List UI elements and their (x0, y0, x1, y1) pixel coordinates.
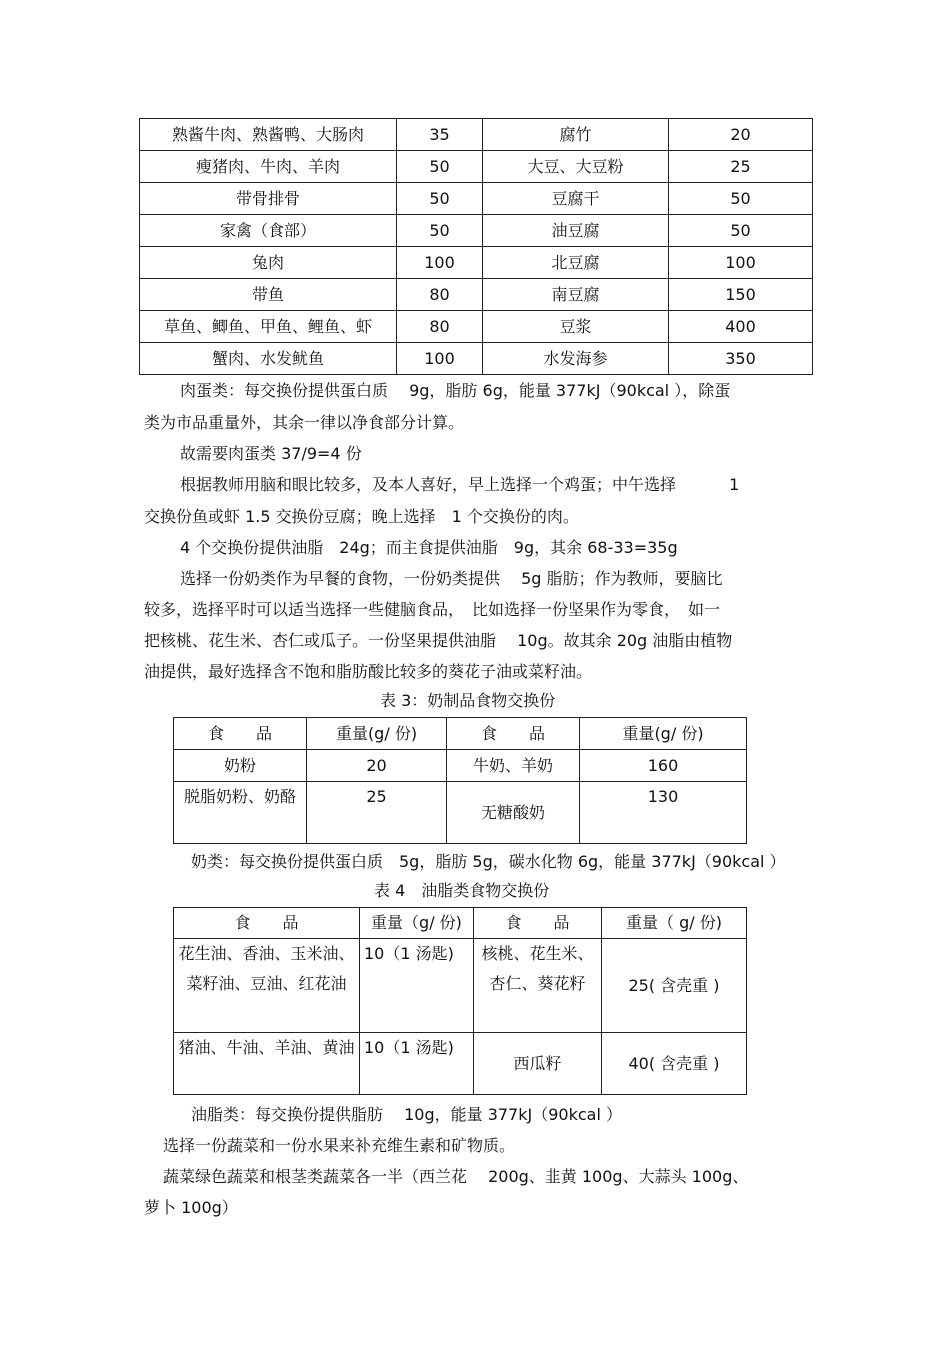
dairy-exchange-table (173, 717, 747, 844)
milk-nut-paragraph-line4: 油提供，最好选择含不饱和脂肪酸比较多的葵花子油或菜籽油。 (144, 662, 593, 681)
t1-cell: 100 (669, 247, 813, 279)
fat-calc-line: 4 个交换份提供油脂 24g；而主食提供油脂 9g，其余 68-33=35g (180, 538, 678, 557)
t4-cell: 西瓜籽 (474, 1033, 602, 1095)
t4-header-food-1: 食 品 (174, 908, 360, 939)
vegetable-fruit-line: 选择一份蔬菜和一份水果来补充维生素和矿物质。 (163, 1136, 516, 1155)
t1-cell: 北豆腐 (483, 247, 669, 279)
t1-cell: 腐竹 (483, 119, 669, 151)
milk-note: 奶类：每交换份提供蛋白质 5g，脂肪 5g，碳水化物 6g，能量 377kJ（90kcal ） (191, 852, 786, 871)
t1-cell: 蟹肉、水发鱿鱼 (140, 343, 397, 375)
t1-cell: 家禽（食部） (140, 215, 397, 247)
table-row (140, 311, 813, 343)
table-row (140, 247, 813, 279)
choice-paragraph-line1: 根据教师用脑和眼比较多，及本人喜好，早上选择一个鸡蛋；中午选择 1 (180, 475, 740, 494)
t4-cell: 25( 含壳重 ) (602, 939, 747, 1033)
t3-cell: 牛奶、羊奶 (447, 750, 580, 782)
t1-cell: 水发海参 (483, 343, 669, 375)
t1-cell: 80 (397, 279, 483, 311)
t1-cell: 50 (397, 151, 483, 183)
t3-cell: 奶粉 (174, 750, 307, 782)
t4-header-food-2: 食 品 (474, 908, 602, 939)
t4-cell: 40( 含壳重 ) (602, 1033, 747, 1095)
oil-exchange-table (173, 907, 747, 1095)
t3-cell: 脱脂奶粉、奶酪 (174, 782, 307, 844)
t4-cell: 10（1 汤匙) (360, 1033, 474, 1095)
milk-nut-paragraph-line2: 较多，选择平时可以适当选择一些健脑食品， 比如选择一份坚果作为零食， 如一 (144, 600, 721, 619)
t3-header-weight-2: 重量(g/ 份) (580, 718, 747, 750)
t3-cell: 20 (307, 750, 447, 782)
t4-cell: 10（1 汤匙) (360, 939, 474, 1033)
t1-cell: 50 (669, 215, 813, 247)
t3-header-weight-1: 重量(g/ 份) (307, 718, 447, 750)
t1-cell: 熟酱牛肉、熟酱鸭、大肠肉 (140, 119, 397, 151)
t1-cell: 豆腐干 (483, 183, 669, 215)
table-row (140, 343, 813, 375)
meat-egg-note-line1: 肉蛋类：每交换份提供蛋白质 9g，脂肪 6g，能量 377kJ（90kcal ），除蛋 (180, 381, 731, 400)
table-row (140, 151, 813, 183)
table-row (140, 183, 813, 215)
t3-header-food-1: 食 品 (174, 718, 307, 750)
t4-cell: 花生油、香油、玉米油、菜籽油、豆油、红花油 (174, 939, 360, 1033)
t3-cell: 25 (307, 782, 447, 844)
t4-cell: 猪油、牛油、羊油、黄油 (174, 1033, 360, 1095)
table-row (140, 279, 813, 311)
t1-cell: 20 (669, 119, 813, 151)
t3-header-food-2: 食 品 (447, 718, 580, 750)
meat-soy-exchange-table (139, 118, 813, 375)
t1-cell: 南豆腐 (483, 279, 669, 311)
table4-caption: 表 4 油脂类食物交换份 (374, 881, 550, 900)
table-row (140, 215, 813, 247)
t1-cell: 草鱼、鲫鱼、甲鱼、鲤鱼、虾 (140, 311, 397, 343)
t1-cell: 瘦猪肉、牛肉、羊肉 (140, 151, 397, 183)
vegetable-detail-line2: 萝卜 100g） (144, 1198, 238, 1217)
oil-note: 油脂类：每交换份提供脂肪 10g，能量 377kJ（90kcal ） (191, 1105, 622, 1124)
meat-egg-note-line2: 类为市品重量外，其余一律以净食部分计算。 (144, 413, 465, 432)
choice-paragraph-line2: 交换份鱼或虾 1.5 交换份豆腐；晚上选择 1 个交换份的肉。 (144, 507, 579, 526)
t1-cell: 兔肉 (140, 247, 397, 279)
table-row (140, 119, 813, 151)
milk-nut-paragraph-line1: 选择一份奶类作为早餐的食物，一份奶类提供 5g 脂肪；作为教师，要脑比 (180, 569, 723, 588)
t1-cell: 油豆腐 (483, 215, 669, 247)
t1-cell: 豆浆 (483, 311, 669, 343)
t1-cell: 80 (397, 311, 483, 343)
meat-egg-portions: 故需要肉蛋类 37/9=4 份 (180, 444, 362, 463)
t4-header-weight-2: 重量（ g/ 份) (602, 908, 747, 939)
vegetable-detail-line1: 蔬菜绿色蔬菜和根茎类蔬菜各一半（西兰花 200g、韭黄 100g、大蒜头 100g、 (163, 1167, 749, 1186)
t1-cell: 400 (669, 311, 813, 343)
milk-nut-paragraph-line3: 把核桃、花生米、杏仁或瓜子。一份坚果提供油脂 10g。故其余 20g 油脂由植物 (144, 631, 733, 650)
t1-cell: 25 (669, 151, 813, 183)
t3-cell: 160 (580, 750, 747, 782)
t1-cell: 50 (397, 215, 483, 247)
t4-cell: 核桃、花生米、杏仁、葵花籽 (474, 939, 602, 1033)
t1-cell: 50 (669, 183, 813, 215)
t1-cell: 大豆、大豆粉 (483, 151, 669, 183)
t1-cell: 100 (397, 247, 483, 279)
t4-header-weight-1: 重量（g/ 份) (360, 908, 474, 939)
t1-cell: 100 (397, 343, 483, 375)
table3-caption: 表 3：奶制品食物交换份 (380, 691, 556, 710)
t1-cell: 带骨排骨 (140, 183, 397, 215)
t3-cell: 130 (580, 782, 747, 844)
t1-cell: 带鱼 (140, 279, 397, 311)
t3-cell: 无糖酸奶 (447, 782, 580, 844)
t1-cell: 35 (397, 119, 483, 151)
t1-cell: 50 (397, 183, 483, 215)
t1-cell: 350 (669, 343, 813, 375)
t1-cell: 150 (669, 279, 813, 311)
